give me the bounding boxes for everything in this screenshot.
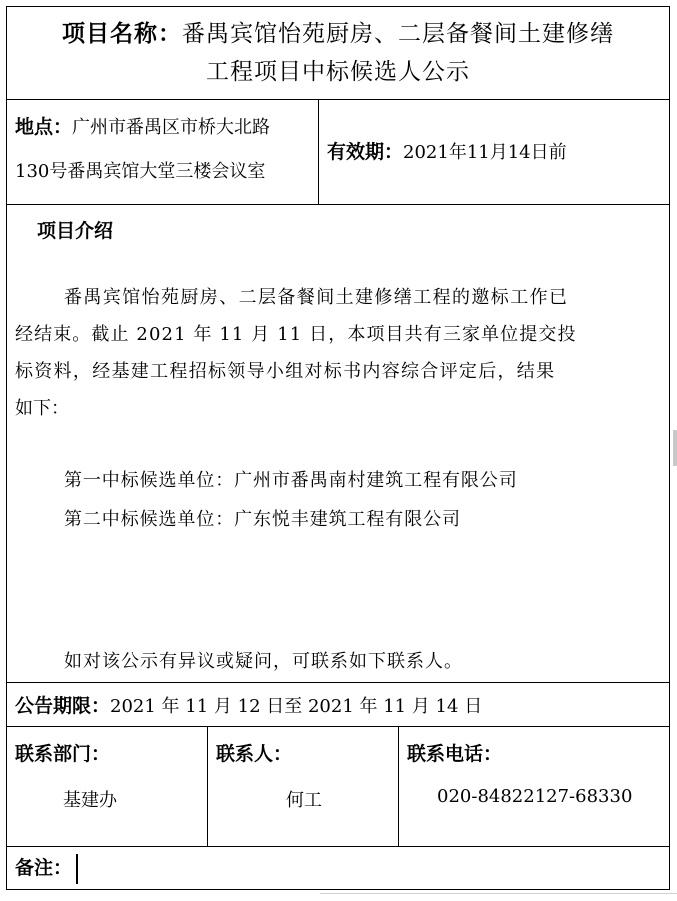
person-cell xyxy=(207,726,399,847)
project-name-line2: 工程项目中标候选人公示 xyxy=(206,59,470,85)
period-cell xyxy=(6,682,670,727)
project-name-line1: 番禺宾馆怡苑厨房、二层备餐间土建修缮 xyxy=(182,21,614,47)
period-label: 公告期限： xyxy=(15,695,111,717)
remarks-label: 备注： xyxy=(15,857,73,879)
location-line2: 130号番禺宾馆大堂三楼会议室 xyxy=(15,161,266,182)
candidate-2: 第二中标候选单位：广东悦丰建筑工程有限公司 xyxy=(64,509,461,530)
intro-line-2: 经结束。截止 2021 年 11 月 11 日，本项目共有三家单位提交投 xyxy=(15,324,577,345)
dept-label: 联系部门： xyxy=(15,743,111,765)
phone-cell xyxy=(398,726,670,847)
closing-note: 如对该公示有异议或疑问，可联系如下联系人。 xyxy=(64,651,463,672)
location-line1: 广州市番禺区市桥大北路 xyxy=(72,117,271,138)
intro-cell xyxy=(6,204,670,683)
validity-cell xyxy=(318,99,670,205)
validity-value: 2021年11月14日前 xyxy=(403,142,567,163)
page-edge-line xyxy=(320,893,677,894)
dept-value: 基建办 xyxy=(63,790,117,811)
dept-cell xyxy=(6,726,208,847)
intro-heading: 项目介绍 xyxy=(37,220,114,242)
intro-line-3: 标资料，经基建工程招标领导小组对标书内容综合评定后，结果 xyxy=(15,361,556,382)
text-cursor xyxy=(76,854,78,884)
project-name-label: 项目名称： xyxy=(62,21,182,47)
title-cell xyxy=(6,6,670,100)
validity-label: 有效期： xyxy=(327,141,404,163)
notice-table xyxy=(6,6,670,890)
phone-value: 020-84822127-68330 xyxy=(437,786,633,807)
intro-line-4: 如下： xyxy=(15,398,69,419)
location-cell xyxy=(6,99,319,205)
candidate-1: 第一中标候选单位：广州市番禺南村建筑工程有限公司 xyxy=(64,470,518,491)
scrollbar-marker[interactable] xyxy=(673,430,677,466)
remarks-cell[interactable] xyxy=(6,846,670,890)
period-value: 2021 年 11 月 12 日至 2021 年 11 月 14 日 xyxy=(110,696,483,717)
phone-label: 联系电话： xyxy=(407,743,503,765)
person-label: 联系人： xyxy=(216,743,293,765)
location-label: 地点： xyxy=(15,116,73,138)
intro-line-1: 番禺宾馆怡苑厨房、二层备餐间土建修缮工程的邀标工作已 xyxy=(64,287,569,308)
person-value: 何工 xyxy=(286,790,322,811)
